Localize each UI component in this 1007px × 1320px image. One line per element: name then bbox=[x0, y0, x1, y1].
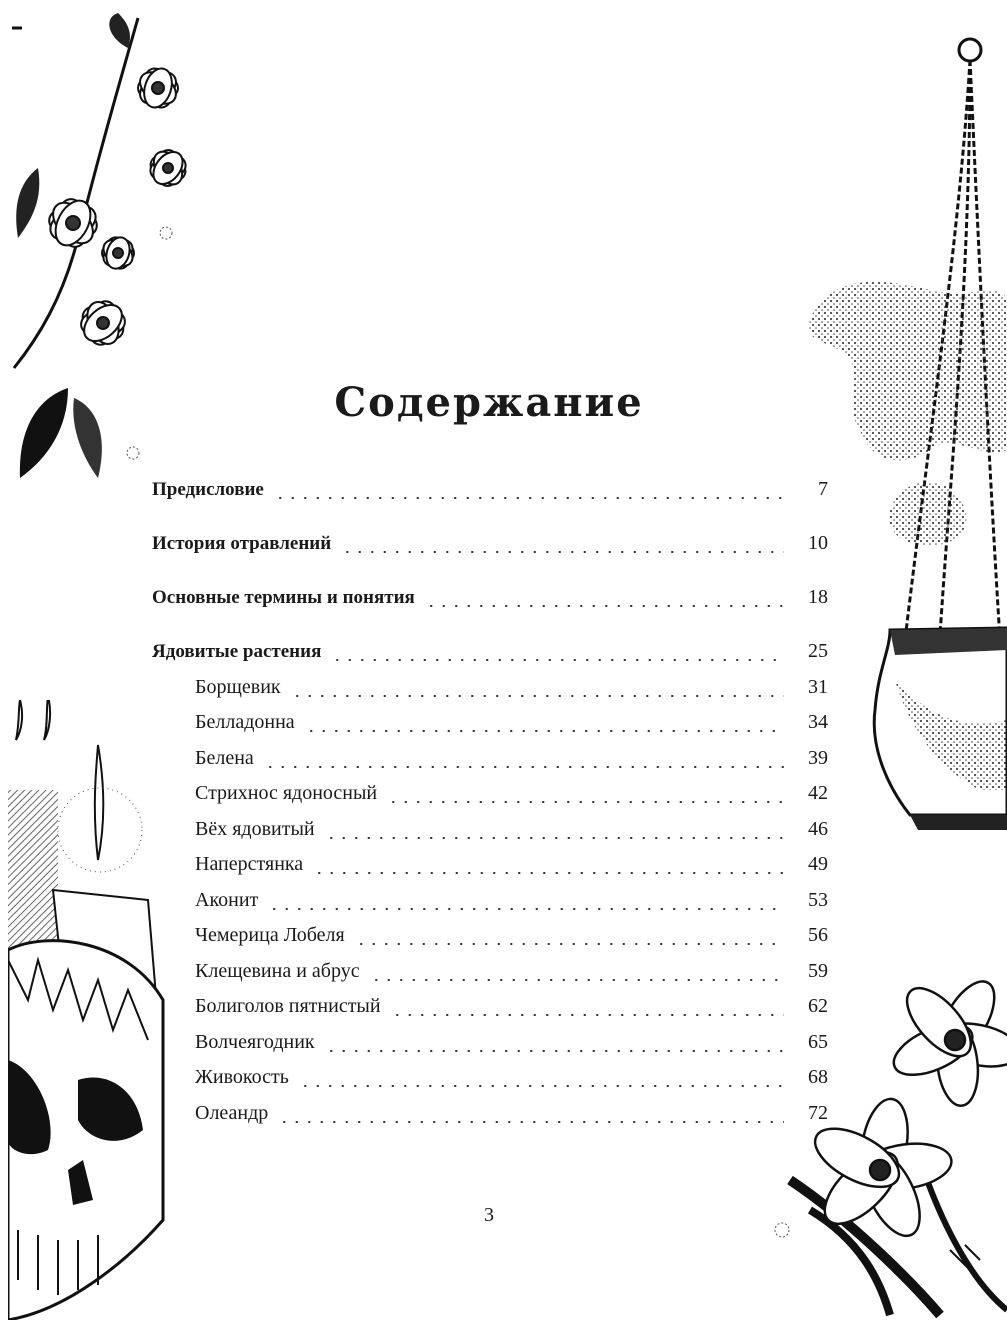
toc-entry-page: 7 bbox=[818, 478, 828, 500]
dot-leader bbox=[370, 979, 784, 981]
toc-subentry-label: Живокость bbox=[195, 1066, 289, 1088]
toc-subentry-label: Аконит bbox=[195, 889, 259, 911]
toc-subentry[interactable] bbox=[195, 711, 828, 741]
toc-subentry[interactable] bbox=[195, 747, 828, 777]
toc-subentry[interactable] bbox=[195, 995, 828, 1025]
toc-subentry[interactable] bbox=[195, 1031, 828, 1061]
dot-leader bbox=[387, 801, 784, 803]
toc-subentry-label: Наперстянка bbox=[195, 853, 304, 875]
toc-subentry-label: Волчеягодник bbox=[195, 1031, 315, 1053]
toc-subentry-label: Стрихнос ядоносный bbox=[195, 782, 378, 804]
toc-subentry-page: 46 bbox=[808, 818, 828, 840]
toc-subentry[interactable] bbox=[195, 924, 828, 954]
toc-entry[interactable] bbox=[152, 586, 828, 616]
toc-entry-page: 18 bbox=[808, 586, 828, 608]
dot-leader bbox=[341, 551, 784, 553]
toc-subentry-page: 34 bbox=[808, 711, 828, 733]
toc-subentry-page: 42 bbox=[808, 782, 828, 804]
toc-entry[interactable] bbox=[152, 478, 828, 508]
toc-subentry-label: Борщевик bbox=[195, 676, 281, 698]
toc-subentry-label: Вёх ядовитый bbox=[195, 818, 315, 840]
toc-entry-label: История отравлений bbox=[152, 533, 332, 554]
page-title: Содержание bbox=[334, 378, 644, 426]
toc-subentry-page: 68 bbox=[808, 1066, 828, 1088]
toc-subentry-page: 59 bbox=[808, 960, 828, 982]
toc-subentry-page: 39 bbox=[808, 747, 828, 769]
toc-subentry-page: 56 bbox=[808, 924, 828, 946]
dot-leader bbox=[331, 659, 784, 661]
dot-leader bbox=[291, 695, 784, 697]
dot-leader bbox=[299, 1085, 784, 1087]
toc-entry-label: Основные термины и понятия bbox=[152, 587, 415, 608]
toc-entry-page: 25 bbox=[808, 640, 828, 662]
toc-subentry-label: Белена bbox=[195, 747, 254, 769]
toc-subentry[interactable] bbox=[195, 853, 828, 883]
dot-leader bbox=[425, 605, 784, 607]
toc-subentry[interactable] bbox=[195, 1102, 828, 1132]
toc-entry-label: Предисловие bbox=[152, 479, 264, 500]
toc-subentry[interactable] bbox=[195, 782, 828, 812]
toc-entry[interactable] bbox=[152, 640, 828, 670]
toc-subentry-page: 31 bbox=[808, 676, 828, 698]
toc-subentry-label: Болиголов пятнистый bbox=[195, 995, 381, 1017]
dot-leader bbox=[268, 908, 784, 910]
toc-subentry-label: Белладонна bbox=[195, 711, 295, 733]
toc-subentry[interactable] bbox=[195, 818, 828, 848]
skull-candles-illustration bbox=[8, 700, 178, 1320]
dot-leader bbox=[391, 1014, 784, 1016]
dot-leader bbox=[305, 730, 784, 732]
dot-leader bbox=[313, 872, 784, 874]
toc-subentry[interactable] bbox=[195, 889, 828, 919]
toc-entry[interactable] bbox=[152, 532, 828, 562]
dot-leader bbox=[325, 837, 784, 839]
toc-subentry-label: Клещевина и абрус bbox=[195, 960, 360, 982]
dot-leader bbox=[278, 1121, 784, 1123]
toc-subentry[interactable] bbox=[195, 960, 828, 990]
toc-subentry-page: 72 bbox=[808, 1102, 828, 1124]
toc-subentry-page: 65 bbox=[808, 1031, 828, 1053]
page-number: 3 bbox=[484, 1204, 494, 1226]
toc-entry-page: 10 bbox=[808, 532, 828, 554]
toc-subentry-label: Чемерица Лобеля bbox=[195, 924, 345, 946]
hanging-pot-illustration bbox=[800, 30, 1007, 830]
dot-leader bbox=[274, 497, 784, 499]
toc-subentry-page: 62 bbox=[808, 995, 828, 1017]
toc-entry-label: Ядовитые растения bbox=[152, 641, 322, 662]
toc-subentry-label: Олеандр bbox=[195, 1102, 269, 1124]
toc-subentry[interactable] bbox=[195, 1066, 828, 1096]
toc-subentry-page: 49 bbox=[808, 853, 828, 875]
toc-subentry-page: 53 bbox=[808, 889, 828, 911]
toc-subentry[interactable] bbox=[195, 676, 828, 706]
dot-leader bbox=[264, 766, 784, 768]
dot-leader bbox=[325, 1050, 784, 1052]
dot-leader bbox=[355, 943, 784, 945]
